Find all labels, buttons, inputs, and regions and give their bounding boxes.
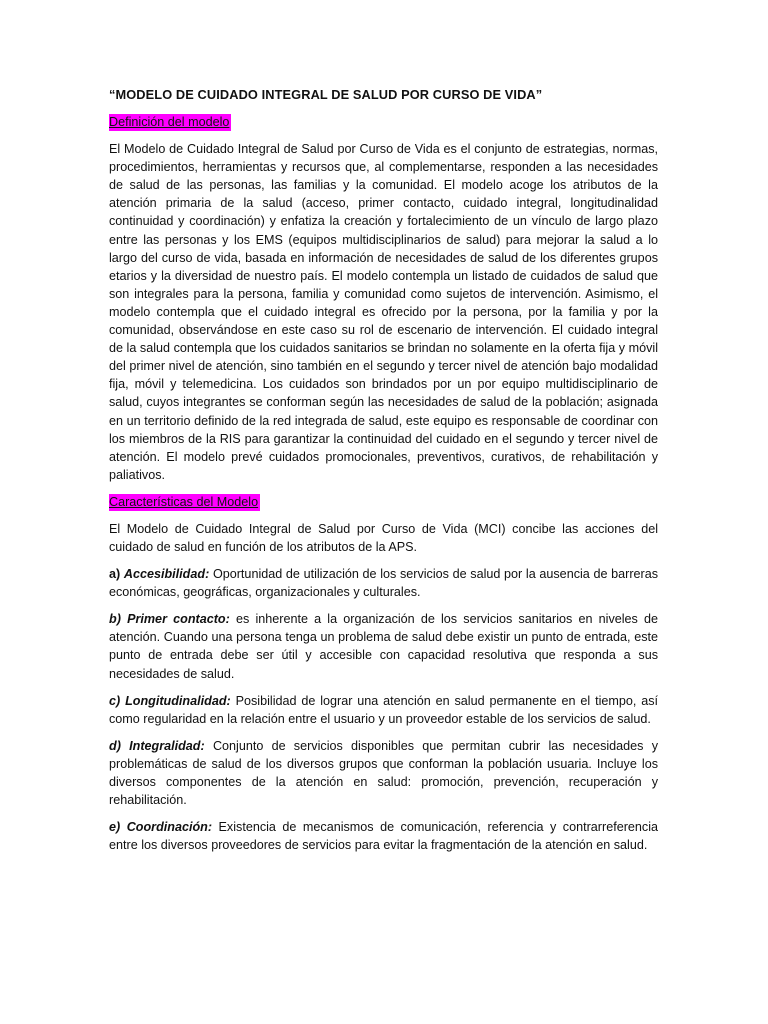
item-letter: e) — [109, 820, 121, 835]
caracteristicas-intro: El Modelo de Cuidado Integral de Salud por Curso de Vida (MCI) concibe las acciones del cuidado de salud en función de los atributos de la APS. — [109, 521, 658, 554]
document-title: “MODELO DE CUIDADO INTEGRAL DE SALUD POR CURSO DE VIDA” — [109, 87, 543, 102]
item-text: Oportunidad de utilización de los servicios de salud por la ausencia de barreras económicas, geográficas, organizacionales y culturales. — [109, 567, 659, 600]
document-page — [109, 86, 658, 863]
list-item-coordinacion — [109, 818, 658, 854]
item-label: Primer contacto: — [127, 612, 230, 627]
section-heading-caracteristicas: Características del Modelo — [109, 494, 259, 509]
list-item-primer-contacto — [109, 610, 658, 682]
list-item-longitudinalidad — [109, 692, 658, 728]
item-text: Posibilidad de lograr una atención en salud permanente en el tiempo, así como regularidad en la relación entre el usuario y un proveedor estable de los servicios de salud. — [109, 693, 659, 726]
item-label: Accesibilidad: — [123, 567, 210, 582]
item-label: Longitudinalidad: — [125, 693, 231, 708]
section-heading-definicion: Definición del modelo — [109, 115, 230, 130]
definicion-paragraph: El Modelo de Cuidado Integral de Salud por Curso de Vida es el conjunto de estrategias, normas, procedimientos, herramientas y recursos que, al complementarse, responden a las necesidades de salud de las personas, las familias y la comunidad. El modelo acoge los atributos de la atención primaria de la salud (acceso, primer contacto, cuidado integral, longitudinalidad continuidad y coordinación) y enfatiza la creación y fortalecimiento de un vínculo de largo plazo entre las personas y los EMS (equipos multidisciplinarios de salud) para mejorar la salud a lo largo del curso de vida, basada en información de necesidades de salud de los diferentes grupos etarios y la diversidad de nuestro país. El modelo contempla un listado de cuidados de salud que son integrales para la persona, familia y comunidad como sujetos de intervención. Asimismo, el modelo contempla que el cuidado integral es ofrecido por la persona, por la familia y por la comunidad, observándose en este caso su rol de escenario de intervención. El cuidado integral de la salud contempla que los cuidados sanitarios se brindan no solamente en la oferta fija y móvil del primer nivel de atención, sino también en el segundo y tercer nivel de atención bajo modalidad fija, móvil y telemedicina. Los cuidados son brindados por un por equipo multidisciplinario de salud, cuyos integrantes se conforman según las necesidades de salud de la población; asignada en un territorio definido de la red integrada de salud, este equipo es responsable de coordinar con los miembros de la RIS para garantizar la continuidad del cuidado en el segundo y tercer nivel de atención. El modelo prevé cuidados promocionales, preventivos, curativos, de rehabilitación y paliativos. — [109, 142, 658, 482]
item-label: Integralidad: — [129, 738, 205, 753]
list-item-integralidad — [109, 737, 658, 809]
item-letter: c) — [109, 693, 121, 708]
item-letter: b) — [109, 612, 121, 627]
list-item-accesibilidad — [109, 565, 658, 601]
item-letter: a) — [109, 567, 121, 582]
item-text: es inherente a la organización de los servicios sanitarios en niveles de atención. Cuando una persona tenga un problema de salud debe existir un punto de entrada, este punto de entrada debe ser útil y accesible con capacidad resolutiva que responda a sus necesidades de salud. — [109, 612, 659, 681]
item-letter: d) — [109, 738, 121, 753]
item-label: Coordinación: — [126, 820, 213, 835]
item-text: Existencia de mecanismos de comunicación, referencia y contrarreferencia entre los diversos proveedores de servicios para evitar la fragmentación de la atención en salud. — [109, 820, 658, 853]
section-definicion — [109, 113, 658, 484]
item-text: Conjunto de servicios disponibles que permitan cubrir las necesidades y problemáticas de salud de los diversos grupos que conforman la población usuaria. Incluye los diversos componentes de la atención en salud: promoción, prevención, recuperación y rehabilitación. — [109, 738, 659, 808]
section-caracteristicas — [109, 493, 658, 855]
